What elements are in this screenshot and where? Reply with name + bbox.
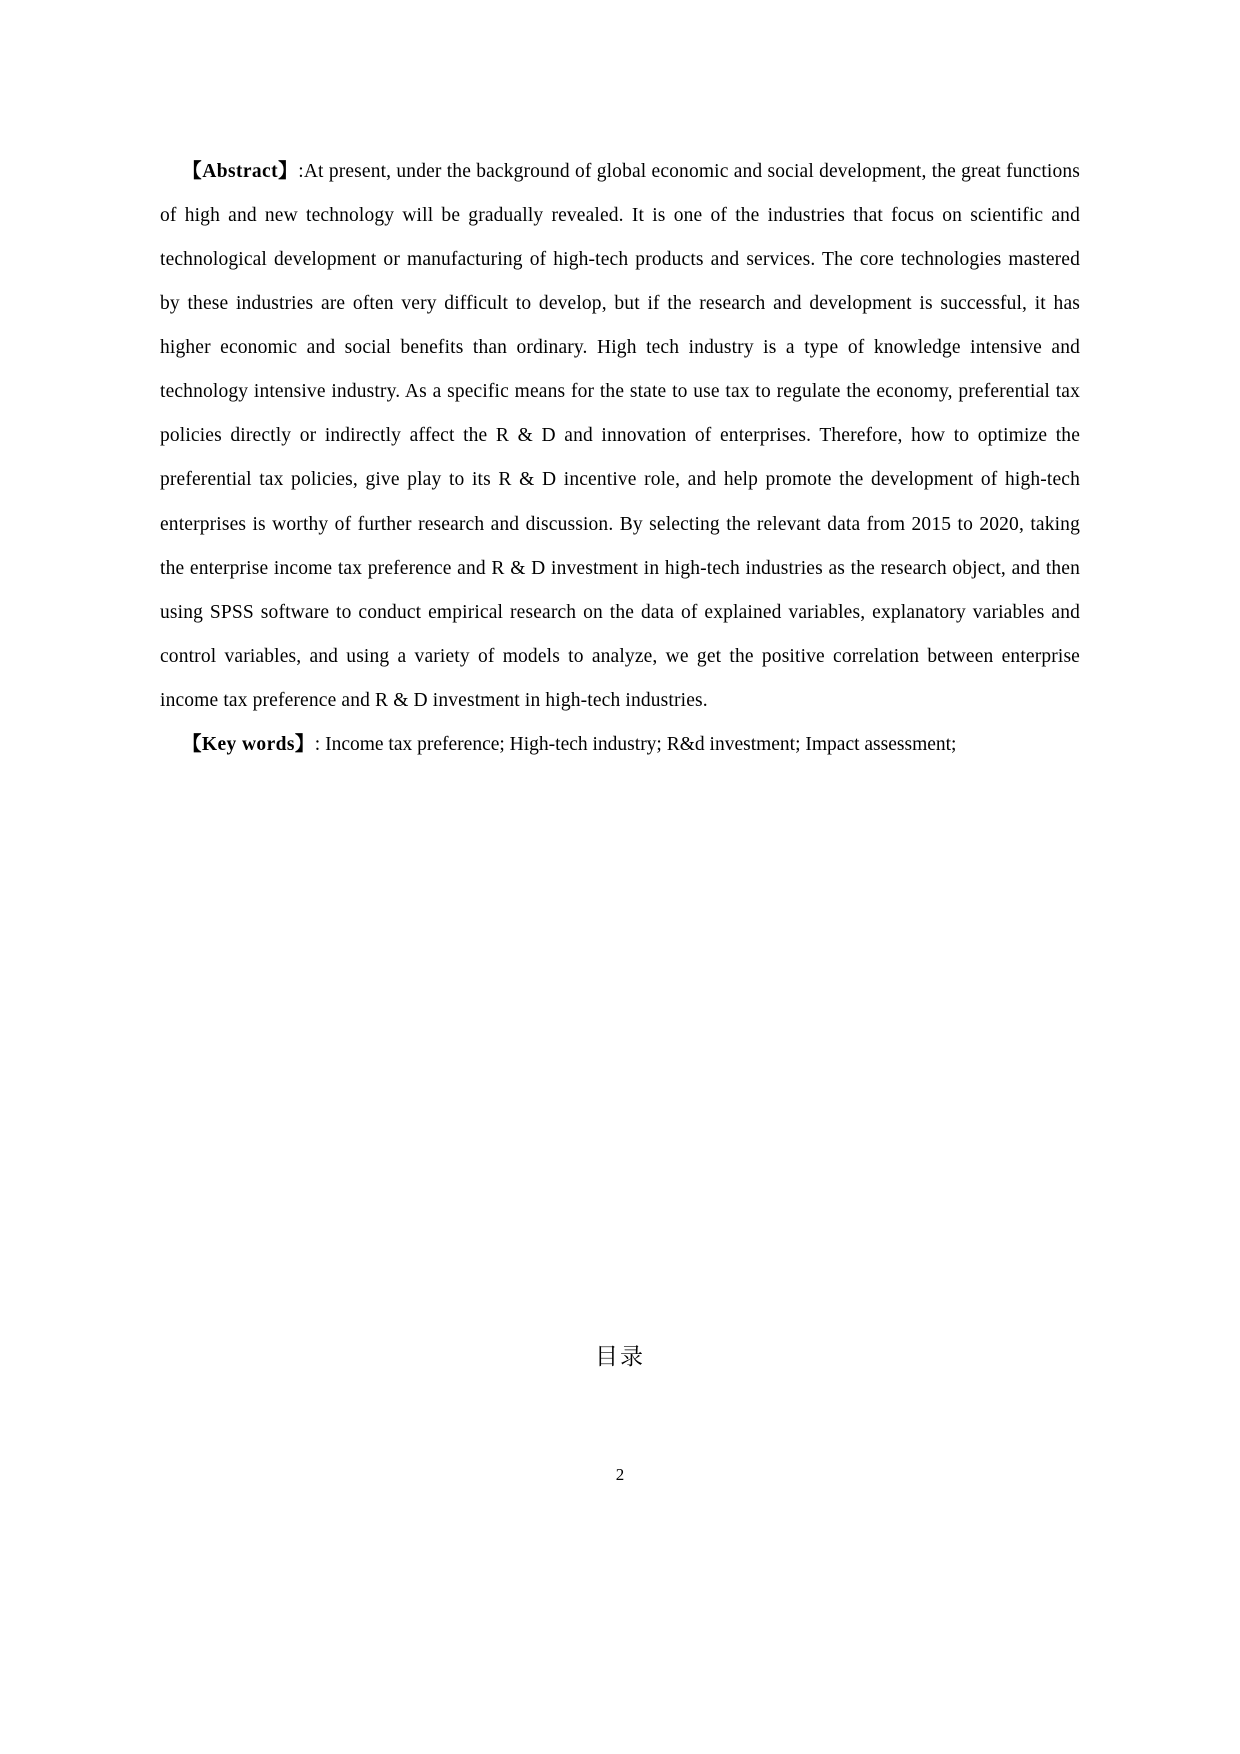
- keywords-section: [160, 723, 1080, 767]
- abstract-body: At present, under the background of global economic and social development, the great functions of high and new technology will be gradually revealed. It is one of the industries that focus on scientific and technological development or manufacturing of high-tech products and services. The core technologies mastered by these industries are often very difficult to develop, but if the research and development is successful, it has higher economic and social benefits than ordinary. High tech industry is a type of knowledge intensive and technology intensive industry. As a specific means for the state to use tax to regulate the economy, preferential tax policies directly or indirectly affect the R & D and innovation of enterprises. Therefore, how to optimize the preferential tax policies, give play to its R & D incentive role, and help promote the development of high-tech enterprises is worthy of further research and discussion. By selecting the relevant data from 2015 to 2020, taking the enterprise income tax preference and R & D investment in high-tech industries as the research object, and then using SPSS software to conduct empirical research on the data of explained variables, explanatory variables and control variables, and using a variety of models to analyze, we get the positive correlation between enterprise income tax preference and R & D investment in high-tech industries.: [160, 161, 1080, 711]
- abstract-separator: :: [298, 161, 304, 182]
- keywords-paragraph: [160, 723, 1080, 767]
- keywords-separator: :: [314, 733, 326, 755]
- keywords-body: Income tax preference; High-tech industry; R&d investment; Impact assessment;: [325, 733, 957, 755]
- table-of-contents-heading: 目录: [595, 1344, 645, 1370]
- abstract-paragraph: [160, 150, 1080, 723]
- page-number: 2: [615, 1465, 625, 1484]
- keywords-label: 【Key words】: [182, 733, 315, 755]
- abstract-label: 【Abstract】: [182, 161, 299, 182]
- abstract-section: [160, 150, 1080, 723]
